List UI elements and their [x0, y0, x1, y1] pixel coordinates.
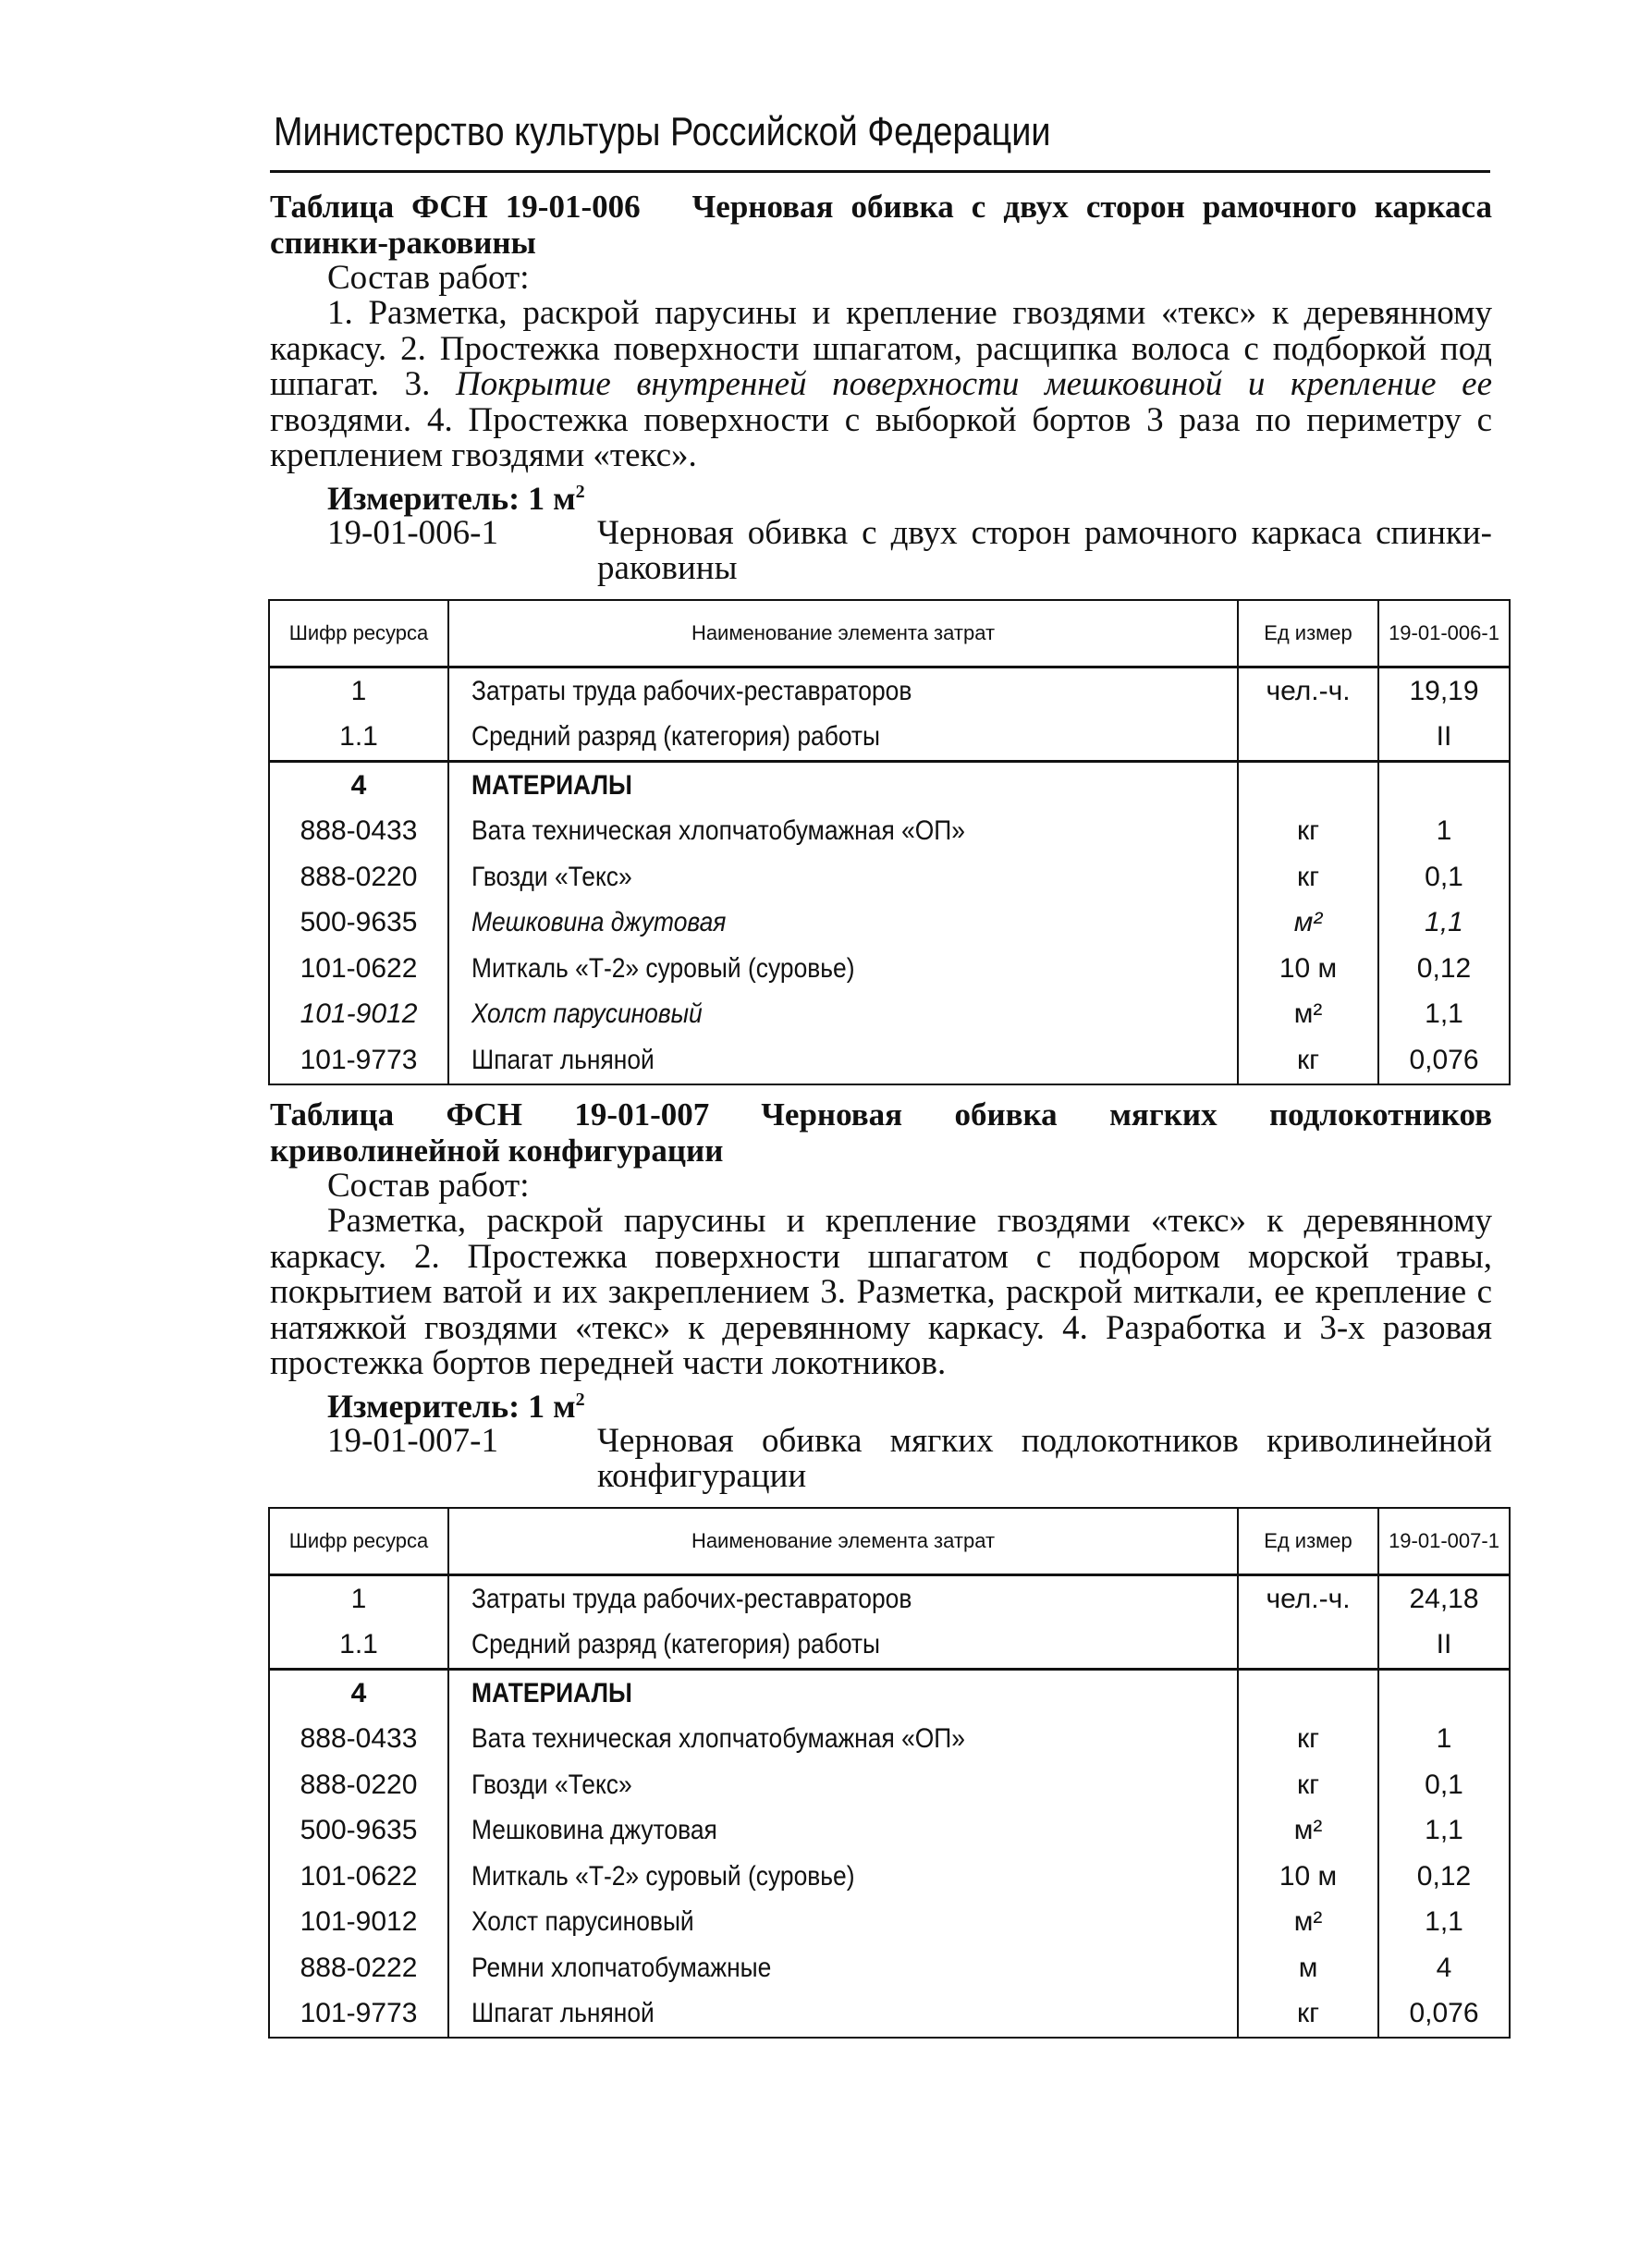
measure-unit: [270, 1382, 1492, 1424]
table-row: [269, 1762, 1510, 1808]
cell-value: 24,18: [1378, 1575, 1510, 1623]
cell-name: [448, 900, 1238, 947]
measure-sup: 2: [575, 1389, 585, 1410]
cell-name-text: Мешковина джутовая: [471, 907, 727, 938]
table-row: [269, 1854, 1510, 1900]
cell-name: [448, 1575, 1238, 1623]
cell-value: 4: [1378, 1945, 1510, 1991]
cell-name: [448, 762, 1238, 809]
cell-unit: кг: [1238, 1991, 1378, 2039]
cell-name: [448, 1623, 1238, 1670]
cell-name: [448, 1854, 1238, 1900]
sostav-label: Состав работ:: [327, 259, 530, 297]
cell-value: 0,1: [1378, 854, 1510, 900]
cell-value: II: [1378, 715, 1510, 762]
sostav-text-part1: 1. Разметка, раскрой парусины и крепление гвоздями «текс» к деревянному каркасу. 2. Простежка поверхности шпагатом, расщипка волоса с подборкой под шпагат. 3.: [270, 294, 1492, 403]
cell-code: 888-0433: [269, 1717, 448, 1763]
cell-unit: кг: [1238, 1762, 1378, 1808]
col-header-value: 19-01-007-1: [1378, 1508, 1510, 1575]
cell-code: 1.1: [269, 715, 448, 762]
cell-unit: 10 м: [1238, 946, 1378, 992]
table-row: [269, 715, 1510, 762]
table-row: [269, 1717, 1510, 1763]
cell-name-text: Миткаль «Т-2» суровый (суровье): [471, 952, 855, 984]
cell-name-text: Шпагат льняной: [471, 1998, 655, 2029]
sostav-text: [270, 296, 1492, 474]
cell-code: 1: [269, 1575, 448, 1623]
cell-code: 101-9773: [269, 1991, 448, 2039]
cell-name-text: Мешковина джутовая: [471, 1815, 717, 1846]
sostav-text-italic: Покрытие внутренней поверхности мешковиной и крепление ее: [456, 365, 1492, 403]
table-heading: [270, 189, 1492, 261]
cell-unit: м²: [1238, 1808, 1378, 1855]
table-title: Черновая обивка с двух сторон рамочного каркаса спинки-раковины: [270, 189, 1492, 261]
cell-unit: кг: [1238, 854, 1378, 900]
col-header-unit: Ед измер: [1238, 1508, 1378, 1575]
cell-value: 0,12: [1378, 1854, 1510, 1900]
cell-value: 0,076: [1378, 1991, 1510, 2039]
cell-code: 888-0220: [269, 1762, 448, 1808]
cell-name-text: Вата техническая хлопчатобумажная «ОП»: [471, 815, 965, 847]
measure-unit: [270, 474, 1492, 516]
variant-line: [327, 513, 1492, 587]
col-header-name: Наименование элемента затрат: [448, 600, 1238, 667]
cell-name: [448, 1717, 1238, 1763]
cell-code: 1.1: [269, 1623, 448, 1670]
table-header-row: [269, 600, 1510, 667]
variant-title: Черновая обивка с двух сторон рамочного каркаса спинки-раковины: [597, 513, 1492, 587]
cell-value: [1378, 762, 1510, 809]
cell-code: 101-0622: [269, 946, 448, 992]
sostav-text: Разметка, раскрой парусины и крепление гвоздями «текс» к деревянному каркасу. 2. Простежка поверхности шпагатом с подбором морской травы, покрытием ватой и их закреплением 3. Разметка, раскрой миткали, ее крепление с натяжкой гвоздями «текс» к деревянному каркасу. 4. Разработка и 3-х разовая простежка бортов передней части локотников.: [270, 1202, 1492, 1382]
cell-unit: кг: [1238, 1037, 1378, 1084]
cell-value: 1: [1378, 809, 1510, 855]
cell-unit: м²: [1238, 1900, 1378, 1946]
sostav-label: Состав работ:: [327, 1167, 530, 1205]
col-header-value: 19-01-006-1: [1378, 600, 1510, 667]
cell-unit: [1238, 1670, 1378, 1717]
cell-value: 1,1: [1378, 1808, 1510, 1855]
cell-name-text: Холст парусиновый: [471, 1906, 694, 1938]
resource-table-19-01-007: [268, 1507, 1511, 2039]
cell-name: [448, 715, 1238, 762]
cell-name-text: Шпагат льняной: [471, 1044, 655, 1075]
cell-unit: [1238, 762, 1378, 809]
cell-unit: 10 м: [1238, 1854, 1378, 1900]
table-row: [269, 1575, 1510, 1623]
cell-unit: [1238, 1623, 1378, 1670]
table-row: [269, 900, 1510, 947]
table-row: [269, 1808, 1510, 1855]
cell-code: 101-9773: [269, 1037, 448, 1084]
measure-label: Измеритель: 1 м: [327, 1387, 576, 1425]
cell-value: 0,076: [1378, 1037, 1510, 1084]
cell-value: II: [1378, 1623, 1510, 1670]
cell-name-text: Затраты труда рабочих-реставраторов: [471, 1583, 912, 1614]
cell-value: [1378, 1670, 1510, 1717]
cell-unit: м²: [1238, 900, 1378, 947]
materials-label: МАТЕРИАЛЫ: [471, 769, 632, 801]
sostav-text-part2: гвоздями. 4. Простежка поверхности с выборкой бортов 3 раза по периметру с креплением гвоздями «текс».: [270, 400, 1492, 474]
table-code: Таблица ФСН 19-01-006: [270, 189, 641, 225]
cell-unit: чел.-ч.: [1238, 667, 1378, 715]
table-row: [269, 1037, 1510, 1084]
cell-code: 101-0622: [269, 1854, 448, 1900]
cell-value: 1,1: [1378, 992, 1510, 1038]
cell-name-text: Средний разряд (категория) работы: [471, 1629, 880, 1660]
table-row: [269, 1900, 1510, 1946]
table-row: [269, 992, 1510, 1038]
variant-title: Черновая обивка мягких подлокотников криволинейной конфигурации: [597, 1421, 1492, 1495]
cell-unit: кг: [1238, 809, 1378, 855]
cell-unit: кг: [1238, 1717, 1378, 1763]
cell-name: [448, 1808, 1238, 1855]
cell-value: 0,12: [1378, 946, 1510, 992]
cell-name: [448, 1762, 1238, 1808]
cell-name: [448, 1037, 1238, 1084]
table-header-row: [269, 1508, 1510, 1575]
cell-value: 1: [1378, 1717, 1510, 1763]
variant-code: 19-01-006-1: [327, 513, 498, 552]
cell-code: 4: [269, 762, 448, 809]
cell-value: 1,1: [1378, 900, 1510, 947]
col-header-name: Наименование элемента затрат: [448, 1508, 1238, 1575]
cell-name-text: Миткаль «Т-2» суровый (суровье): [471, 1860, 855, 1892]
cell-name-text: Ремни хлопчатобумажные: [471, 1952, 772, 1983]
cell-unit: [1238, 715, 1378, 762]
section-19-01-007: [270, 1096, 1492, 1494]
cell-code: 500-9635: [269, 900, 448, 947]
col-header-unit: Ед измер: [1238, 600, 1378, 667]
cell-name: [448, 1900, 1238, 1946]
cell-code: 888-0433: [269, 809, 448, 855]
cell-name: [448, 1945, 1238, 1991]
cell-name-text: Затраты труда рабочих-реставраторов: [471, 675, 912, 706]
cell-code: 500-9635: [269, 1808, 448, 1855]
measure-sup: 2: [575, 481, 585, 502]
cell-name: [448, 854, 1238, 900]
cell-name-text: Холст парусиновый: [471, 998, 703, 1030]
cell-name-text: Гвозди «Текс»: [471, 861, 632, 892]
cell-code: 101-9012: [269, 992, 448, 1038]
col-header-code: Шифр ресурса: [269, 600, 448, 667]
measure-label: Измеритель: 1 м: [327, 479, 576, 517]
cell-value: 0,1: [1378, 1762, 1510, 1808]
cell-value: 1,1: [1378, 1900, 1510, 1946]
table-row: [269, 854, 1510, 900]
cell-name: [448, 992, 1238, 1038]
cell-name-text: Средний разряд (категория) работы: [471, 721, 880, 753]
page-header: Министерство культуры Российской Федерации: [274, 109, 1051, 154]
header-rule: [270, 170, 1490, 173]
section-19-01-006: [270, 189, 1492, 586]
cell-code: 888-0222: [269, 1945, 448, 1991]
cell-code: 101-9012: [269, 1900, 448, 1946]
cell-code: 1: [269, 667, 448, 715]
cell-code: 4: [269, 1670, 448, 1717]
table-row: [269, 1945, 1510, 1991]
table-row: [269, 809, 1510, 855]
materials-group-row: [269, 1670, 1510, 1717]
cell-name: [448, 667, 1238, 715]
cell-value: 19,19: [1378, 667, 1510, 715]
cell-code: 888-0220: [269, 854, 448, 900]
table-title: Черновая обивка мягких подлокотников криволинейной конфигурации: [270, 1096, 1492, 1169]
cell-name-text: Вата техническая хлопчатобумажная «ОП»: [471, 1723, 965, 1755]
variant-code: 19-01-007-1: [327, 1421, 498, 1460]
table-code: Таблица ФСН 19-01-007: [270, 1096, 710, 1133]
resource-table-19-01-006: [268, 599, 1511, 1085]
cell-unit: чел.-ч.: [1238, 1575, 1378, 1623]
cell-name: [448, 1670, 1238, 1717]
cell-name-text: Гвозди «Текс»: [471, 1769, 632, 1800]
cell-name: [448, 1991, 1238, 2039]
table-heading: [270, 1096, 1492, 1169]
table-row: [269, 946, 1510, 992]
table-row: [269, 667, 1510, 715]
variant-line: [327, 1421, 1492, 1495]
col-header-code: Шифр ресурса: [269, 1508, 448, 1575]
cell-name: [448, 809, 1238, 855]
table-row: [269, 1991, 1510, 2039]
table-row: [269, 1623, 1510, 1670]
cell-name: [448, 946, 1238, 992]
materials-label: МАТЕРИАЛЫ: [471, 1677, 632, 1708]
cell-unit: м²: [1238, 992, 1378, 1038]
materials-group-row: [269, 762, 1510, 809]
cell-unit: м: [1238, 1945, 1378, 1991]
